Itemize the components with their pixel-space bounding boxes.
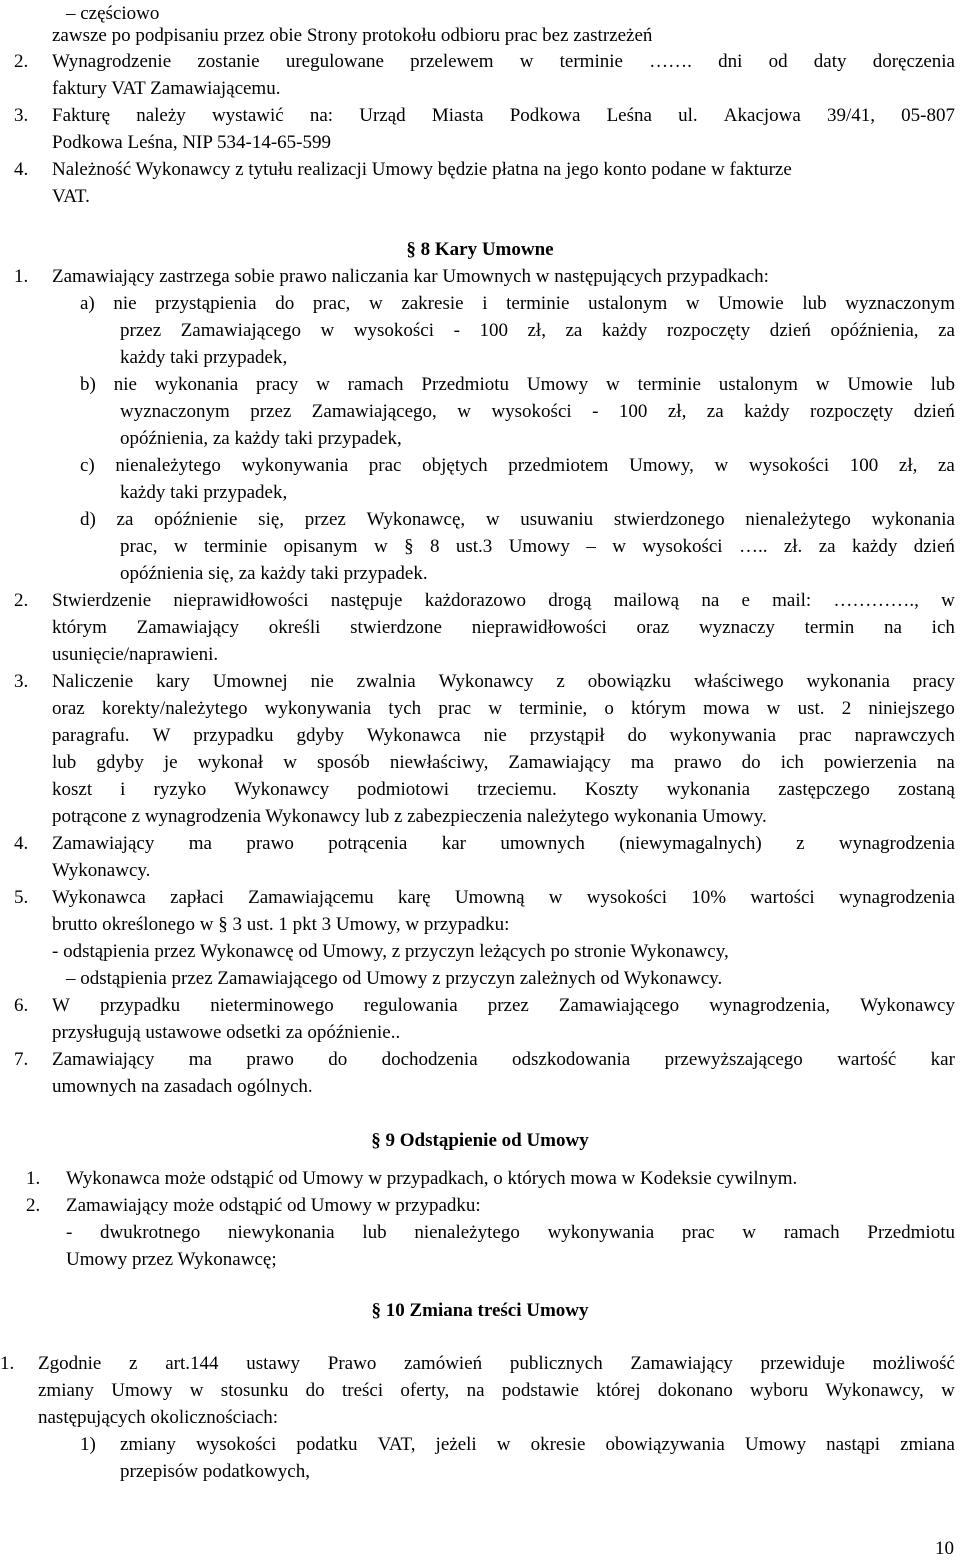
text-line: Wykonawca zapłaci Zamawiającemu karę Umowną w wysokości 10% wartości wynagrodzenia <box>52 887 955 908</box>
text-line: następujących okolicznościach: <box>38 1407 279 1428</box>
text-line: Zamawiający ma prawo potrącenia kar umownych (niewymagalnych) z wynagrodzenia <box>52 833 955 854</box>
list-number: 6. <box>14 995 29 1016</box>
text-line: każdy taki przypadek, <box>120 347 288 368</box>
text-line: d) za opóźnienie się, przez Wykonawcę, w usuwaniu stwierdzonego nienależytego wykonania <box>80 509 955 530</box>
list-number: 4. <box>14 159 29 180</box>
text-line: faktury VAT Zamawiającemu. <box>52 78 281 99</box>
text-line: - odstąpienia przez Wykonawcę od Umowy, z przyczyn leżących po stronie Wykonawcy, <box>52 941 729 962</box>
text-line: Zamawiający może odstąpić od Umowy w przypadku: <box>66 1195 481 1216</box>
text-line: a) nie przystąpienia do prac, w zakresie i terminie ustalonym w Umowie lub wyznaczonym <box>80 293 955 314</box>
list-number: 3. <box>14 671 29 692</box>
text-line: każdy taki przypadek, <box>120 482 288 503</box>
list-number: 2. <box>14 590 29 611</box>
text-line: umownych na zasadach ogólnych. <box>52 1076 313 1097</box>
text-line: Należność Wykonawcy z tytułu realizacji Umowy będzie płatna na jego konto podane w fakturze <box>52 159 792 180</box>
text-line: – odstąpienia przez Zamawiającego od Umowy z przyczyn zależnych od Wykonawcy. <box>66 968 723 989</box>
text-line: prac, w terminie opisanym w § 8 ust.3 Umowy – w wysokości ….. zł. za każdy dzień <box>120 536 955 557</box>
text-line: Wynagrodzenie zostanie uregulowane przelewem w terminie ……. dni od daty doręczenia <box>52 51 955 72</box>
text-line: potrącone z wynagrodzenia Wykonawcy lub z zabezpieczenia należytego wykonania Umowy. <box>52 806 767 827</box>
text-line: Stwierdzenie nieprawidłowości następuje każdorazowo drogą mailową na e mail: …………., w <box>52 590 955 611</box>
list-number: 7. <box>14 1049 29 1070</box>
section-heading: § 8 Kary Umowne <box>406 239 554 260</box>
text-line: opóźnienia się, za każdy taki przypadek. <box>120 563 428 584</box>
list-number: 2. <box>14 51 29 72</box>
text-line: opóźnienia, za każdy taki przypadek, <box>120 428 402 449</box>
text-line: Zamawiający ma prawo do dochodzenia odszkodowania przewyższającego wartość kar <box>52 1049 955 1070</box>
list-number: 1. <box>0 1353 15 1374</box>
text-line: przysługują ustawowe odsetki za opóźnienie.. <box>52 1022 401 1043</box>
text-line: koszt i ryzyko Wykonawcy podmiotowi trzeciemu. Koszty wykonania zastępczego zostaną <box>52 779 955 800</box>
list-number: 3. <box>14 105 29 126</box>
text-line: lub gdyby je wykonał w sposób niewłaściwy, Zamawiający ma prawo do ich powierzenia na <box>52 752 955 773</box>
text-line: Fakturę należy wystawić na: Urząd Miasta Podkowa Leśna ul. Akacjowa 39/41, 05-807 <box>52 105 955 126</box>
text-line: brutto określonego w § 3 ust. 1 pkt 3 Umowy, w przypadku: <box>52 914 510 935</box>
text-line: Zgodnie z art.144 ustawy Prawo zamówień publicznych Zamawiający przewiduje możliwość <box>38 1353 955 1374</box>
text-line: Zamawiający zastrzega sobie prawo naliczania kar Umownych w następujących przypadkach: <box>52 266 769 287</box>
text-line: paragrafu. W przypadku gdyby Wykonawca nie przystąpił do wykonywania prac naprawczych <box>52 725 955 746</box>
list-number: 1. <box>26 1168 41 1189</box>
text-line: Umowy przez Wykonawcę; <box>66 1249 277 1270</box>
text-line: przepisów podatkowych, <box>120 1461 310 1482</box>
list-number: 1) <box>80 1434 96 1455</box>
text-line: c) nienależytego wykonywania prac objętych przedmiotem Umowy, w wysokości 100 zł, za <box>80 455 955 476</box>
text-line: oraz korekty/należytego wykonywania tych prac w terminie, o którym mowa w ust. 2 niniejszego <box>52 698 955 719</box>
list-number: 2. <box>26 1195 41 1216</box>
text-line: Podkowa Leśna, NIP 534-14-65-599 <box>52 132 331 153</box>
text-line: b) nie wykonania pracy w ramach Przedmiotu Umowy w terminie ustalonym w Umowie lub <box>80 374 955 395</box>
text-line: wyznaczonym przez Zamawiającego, w wysokości - 100 zł, za każdy rozpoczęty dzień <box>120 401 955 422</box>
text-line: usunięcie/naprawieni. <box>52 644 219 665</box>
list-number: 1. <box>14 266 29 287</box>
text-line: zmiany Umowy w stosunku do treści oferty, na podstawie której dokonano wyboru Wykonawcy, w <box>38 1380 955 1401</box>
text-line: zawsze po podpisaniu przez obie Strony protokołu odbioru prac bez zastrzeżeń <box>52 25 653 46</box>
text-line: – częściowo <box>66 3 160 24</box>
text-line: Wykonawca może odstąpić od Umowy w przypadkach, o których mowa w Kodeksie cywilnym. <box>66 1168 798 1189</box>
text-line: Naliczenie kary Umownej nie zwalnia Wykonawcy z obowiązku właściwego wykonania pracy <box>52 671 955 692</box>
list-number: 5. <box>14 887 29 908</box>
section-heading: § 10 Zmiana treści Umowy <box>371 1300 589 1321</box>
section-heading: § 9 Odstąpienie od Umowy <box>371 1130 589 1151</box>
page-number: 10 <box>935 1538 954 1559</box>
text-line: VAT. <box>52 186 90 207</box>
text-line: - dwukrotnego niewykonania lub nienależytego wykonywania prac w ramach Przedmiotu <box>66 1222 955 1243</box>
list-number: 4. <box>14 833 29 854</box>
text-line: którym Zamawiający określi stwierdzone nieprawidłowości oraz wyznaczy termin na ich <box>52 617 955 638</box>
text-line: zmiany wysokości podatku VAT, jeżeli w okresie obowiązywania Umowy nastąpi zmiana <box>120 1434 955 1455</box>
text-line: przez Zamawiającego w wysokości - 100 zł, za każdy rozpoczęty dzień opóźnienia, za <box>120 320 955 341</box>
text-line: W przypadku nieterminowego regulowania przez Zamawiającego wynagrodzenia, Wykonawcy <box>52 995 955 1016</box>
text-line: Wykonawcy. <box>52 860 151 881</box>
